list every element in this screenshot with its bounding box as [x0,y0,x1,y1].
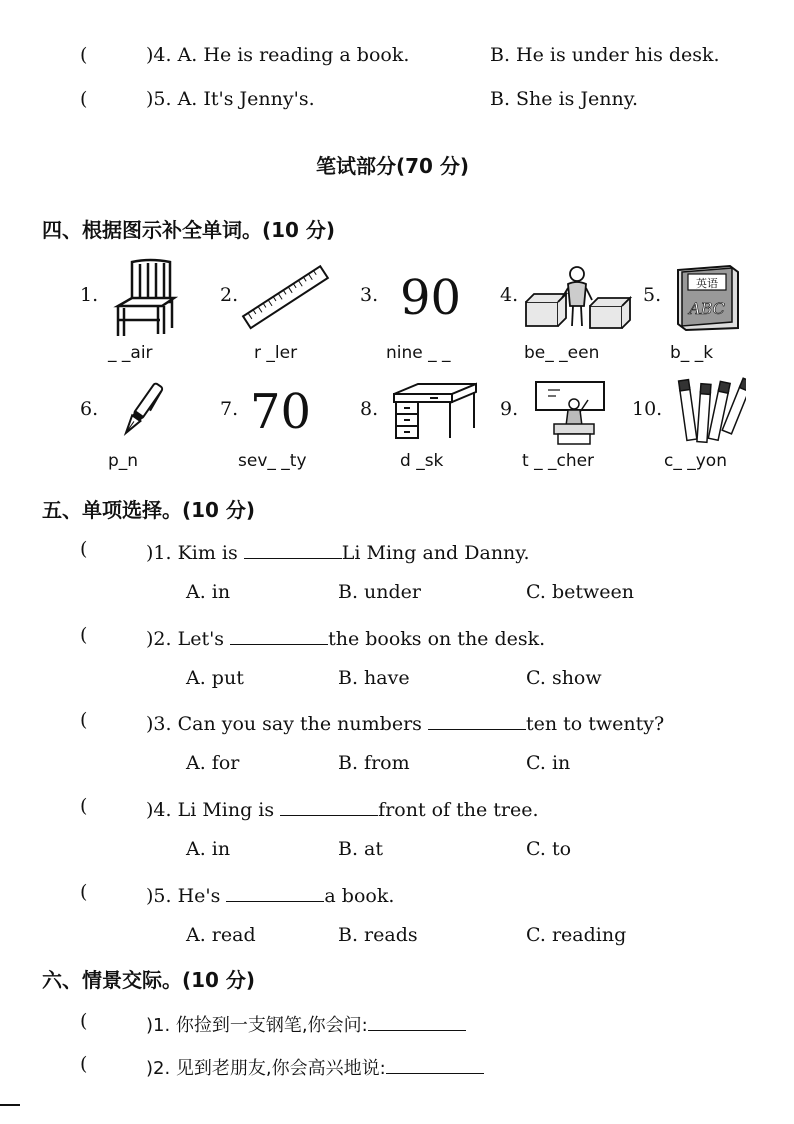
fill-blank[interactable] [428,709,526,730]
book-title-text: 英语 [696,277,718,290]
book-icon [674,262,742,332]
word-blank[interactable]: t _ _cher [522,451,595,471]
word-blank[interactable]: b_ _k [670,343,714,363]
option-a: )5. A. It's Jenny's. [146,88,315,110]
fill-blank[interactable] [280,795,378,816]
question-text: )4. Li Ming is front of the tree. [146,795,539,821]
answer-paren[interactable]: ( [80,881,88,903]
item-number: 9. [500,398,519,420]
book-abc-text: ABC [689,299,725,318]
question-text: )2. Let's the books on the desk. [146,624,545,650]
option-a[interactable]: A. put [186,667,244,689]
word-blank[interactable]: c_ _yon [664,451,727,471]
item-number: 3. [360,284,379,306]
option-b[interactable]: B. from [338,752,410,774]
crayons-icon [676,376,746,444]
option-a[interactable]: A. read [186,924,256,946]
question-text: )2. 见到老朋友,你会高兴地说: [146,1053,484,1080]
answer-paren[interactable]: ( [80,624,88,646]
teacher-icon [530,378,610,446]
section-title: 五、单项选择。(10 分) [42,498,256,522]
item-number: 6. [80,398,99,420]
pen-icon [118,378,166,442]
question-row [80,624,546,650]
number-70: 70 [250,384,312,440]
question-row [80,881,395,907]
option-b[interactable]: B. under [338,581,422,603]
question-row [80,88,639,110]
fill-blank[interactable] [368,1010,466,1031]
question-row [80,538,530,564]
option-c[interactable]: C. show [526,667,602,689]
options-row [186,838,746,860]
options-row [186,581,746,603]
question-text: )3. Can you say the numbers ten to twenty? [146,709,664,735]
word-blank[interactable]: d _sk [400,451,444,471]
word-blank[interactable]: sev_ _ty [238,451,307,471]
option-b[interactable]: B. have [338,667,410,689]
question-row [80,709,665,735]
answer-paren[interactable]: ( [80,795,88,817]
word-blank[interactable]: p_n [108,451,139,471]
option-c[interactable]: C. between [526,581,634,603]
option-b: B. He is under his desk. [490,44,720,66]
word-blank[interactable]: r _ler [254,343,298,363]
word-blank[interactable]: be_ _een [524,343,600,363]
option-c[interactable]: C. to [526,838,572,860]
question-row [80,1010,368,1036]
item-number: 4. [500,284,519,306]
options-row [186,667,746,689]
option-a[interactable]: A. for [186,752,240,774]
question-row [80,1053,386,1079]
answer-paren[interactable]: ( [80,1053,88,1075]
item-number: 10. [632,398,663,420]
ruler-icon [238,262,334,334]
answer-paren[interactable]: ( [80,538,88,560]
word-blank[interactable]: _ _air [108,343,153,363]
answer-paren[interactable]: ( [80,709,88,731]
option-a[interactable]: A. in [186,838,231,860]
question-text: )5. He's a book. [146,881,394,907]
answer-paren[interactable]: ( [80,1010,88,1032]
question-row [80,44,720,66]
option-b[interactable]: B. at [338,838,384,860]
option-b: B. She is Jenny. [490,88,639,110]
question-text: )1. Kim is Li Ming and Danny. [146,538,530,564]
answer-paren[interactable]: ( [80,44,88,66]
section-title: 六、情景交际。(10 分) [42,968,256,992]
desk-icon [390,380,480,444]
item-number: 8. [360,398,379,420]
answer-paren[interactable]: ( [80,88,88,110]
word-blank[interactable]: nine _ _ [386,343,451,363]
fill-blank[interactable] [230,624,328,645]
written-section-title: 笔试部分(70 分) [316,154,470,178]
options-row [186,924,746,946]
section-title: 四、根据图示补全单词。(10 分) [42,218,336,242]
number-90: 90 [400,270,462,326]
chair-icon [110,258,182,338]
option-c[interactable]: C. in [526,752,571,774]
question-text: )1. 你捡到一支钢笔,你会问: [146,1010,466,1037]
options-row [186,752,746,774]
option-a[interactable]: A. in [186,581,231,603]
fill-blank[interactable] [226,881,324,902]
item-number: 2. [220,284,239,306]
fill-blank[interactable] [244,538,342,559]
page-edge-mark [0,1104,20,1106]
item-number: 5. [643,284,662,306]
option-b[interactable]: B. reads [338,924,418,946]
item-number: 7. [220,398,239,420]
question-row [80,795,539,821]
item-number: 1. [80,284,99,306]
fill-blank[interactable] [386,1053,484,1074]
option-a: )4. A. He is reading a book. [146,44,410,66]
boxes-person-icon [522,262,634,330]
option-c[interactable]: C. reading [526,924,627,946]
